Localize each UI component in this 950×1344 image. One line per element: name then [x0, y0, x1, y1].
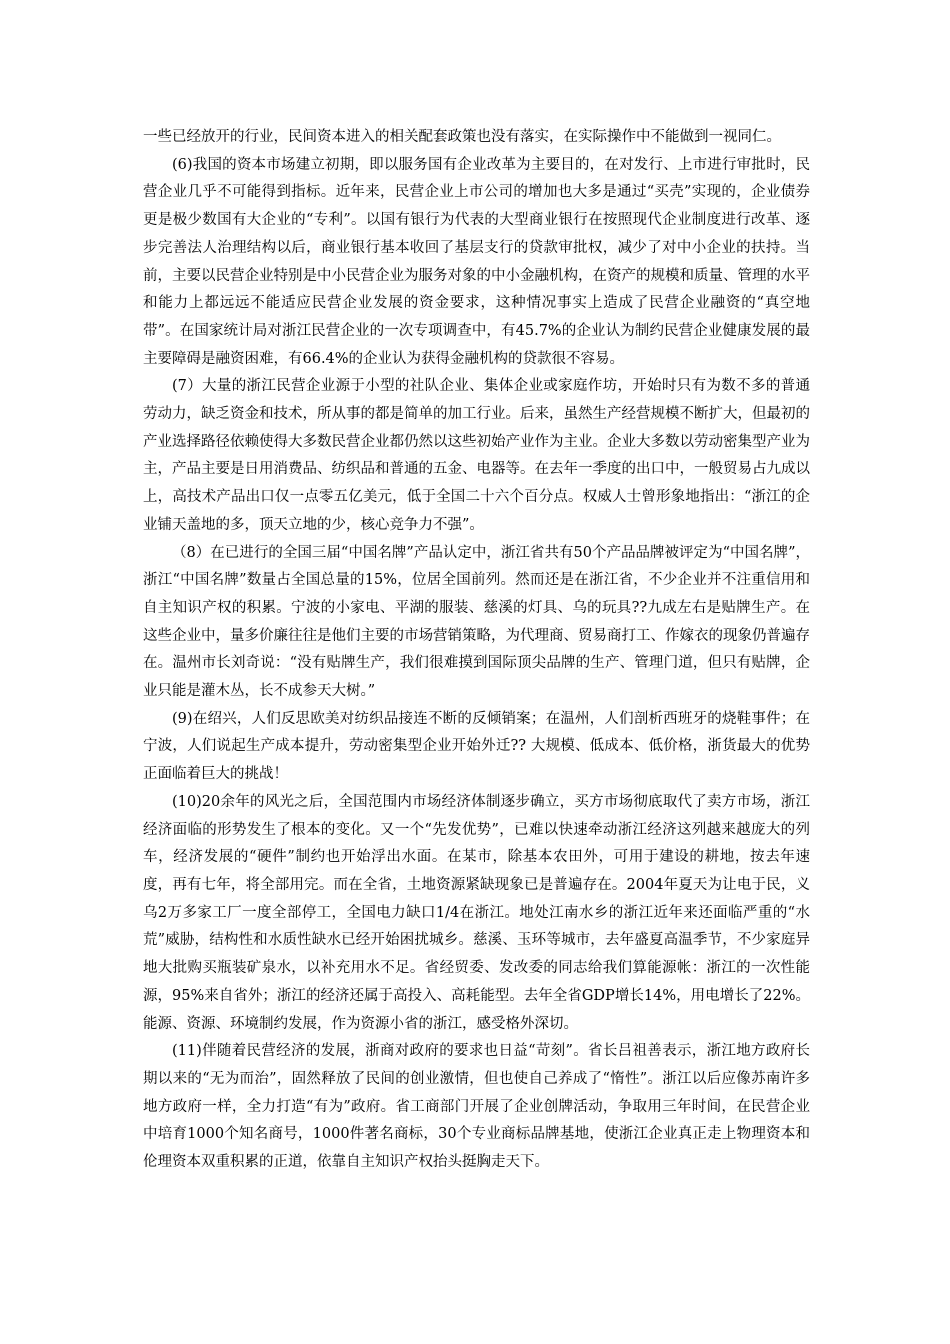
paragraph-8: （8）在已进行的全国三届“中国名牌”产品认定中，浙江省共有50个产品品牌被评定为“中国名牌”，浙江“中国名牌”数量占全国总量的15%，位居全国前列。然而还是在浙江省，不少企业并不注重信用和自主知识产权的积累。宁波的小家电、平湖的服装、慈溪的灯具、乌的玩具??九成左右是贴牌生产。在这些企业中，量多价廉往往是他们主要的市场营销策略，为代理商、贸易商打工、作嫁衣的现象仍普遍存在。温州市长刘奇说：“没有贴牌生产，我们很难摸到国际顶尖品牌的生产、管理门道，但只有贴牌，企业只能是灌木丛，长不成参天大树。”	[143, 544, 810, 700]
paragraph-10: (10)20余年的风光之后，全国范围内市场经济体制逐步确立，买方市场彻底取代了卖方市场，浙江经济面临的形势发生了根本的变化。又一个“先发优势”，已难以快速牵动浙江经济这列越来越庞大的列车，经济发展的“硬件”制约也开始浮出水面。在某市，除基本农田外，可用于建设的耕地，按去年速度，再有七年，将全部用完。而在全省，土地资源紧缺现象已是普遍存在。2004年夏天为让电于民，义乌2万多家工厂一度全部停工，全国电力缺口1/4在浙江。地处江南水乡的浙江近年来还面临严重的“水荒”威胁，结构性和水质性缺水已经开始困扰城乡。慈溪、玉环等城市，去年盛夏高温季节，不少家庭异地大批购买瓶装矿泉水，以补充用水不足。省经贸委、发改委的同志给我们算能源帐：浙江的一次性能源，95%来自省外；浙江的经济还属于高投入、高耗能型。去年全省GDP增长14%，用电增长了22%。能源、资源、环境制约发展，作为资源小省的浙江，感受格外深切。	[143, 793, 810, 1032]
paragraph-7: (7）大量的浙江民营企业源于小型的社队企业、集体企业或家庭作坊，开始时只有为数不多的普通劳动力，缺乏资金和技术，所从事的都是简单的加工行业。后来，虽然生产经营规模不断扩大，但最初的产业选择路径依赖使得大多数民营企业都仍然以这些初始产业作为主业。企业大多数以劳动密集型产业为主，产品主要是日用消费品、纺织品和普通的五金、电器等。在去年一季度的出口中，一般贸易占九成以上，高技术产品出口仅一点零五亿美元，低于全国二十六个百分点。权威人士曾形象地指出：“浙江的企业铺天盖地的多，顶天立地的少，核心竞争力不强”。	[143, 378, 810, 533]
paragraph-11: (11)伴随着民营经济的发展，浙商对政府的要求也日益“苛刻”。省长吕祖善表示，浙江地方政府长期以来的“无为而治”，固然释放了民间的创业激情，但也使自己养成了“惰性”。浙江以后应像苏南许多地方政府一样，全力打造“有为”政府。省工商部门开展了企业创牌活动，争取用三年时间，在民营企业中培育1000个知名商号，1000件著名商标，30个专业商标品牌基地，使浙江企业真正走上物理资本和伦理资本双重积累的正道，依靠自主知识产权抬头挺胸走天下。	[143, 1043, 810, 1171]
paragraph-6: (6)我国的资本市场建立初期，即以服务国有企业改革为主要目的，在对发行、上市进行审批时，民营企业几乎不可能得到指标。近年来，民营企业上市公司的增加也大多是通过“买壳”实现的，企业债券更是极少数国有大企业的“专利”。以国有银行为代表的大型商业银行在按照现代企业制度进行改革、逐步完善法人治理结构以后，商业银行基本收回了基层支行的贷款审批权，减少了对中小企业的扶持。当前，主要以民营企业特别是中小民营企业为服务对象的中小金融机构，在资产的规模和质量、管理的水平和能力上都远远不能适应民营企业发展的资金要求，这种情况事实上造成了民营企业融资的“真空地带”。在国家统计局对浙江民营企业的一次专项调查中，有45.7%的企业认为制约民营企业健康发展的最主要障碍是融资困难，有66.4%的企业认为获得金融机构的贷款很不容易。	[143, 156, 810, 367]
document-body	[143, 124, 810, 1177]
paragraph-continuation: 一些已经放开的行业，民间资本进入的相关配套政策也没有落实，在实际操作中不能做到一视同仁。	[143, 129, 781, 145]
paragraph-9: (9)在绍兴，人们反思欧美对纺织品接连不断的反倾销案；在温州，人们剖析西班牙的烧鞋事件；在宁波，人们说起生产成本提升，劳动密集型企业开始外迁?? 大规模、低成本、低价格，浙货最大的优势正面临着巨大的挑战！	[143, 710, 810, 783]
